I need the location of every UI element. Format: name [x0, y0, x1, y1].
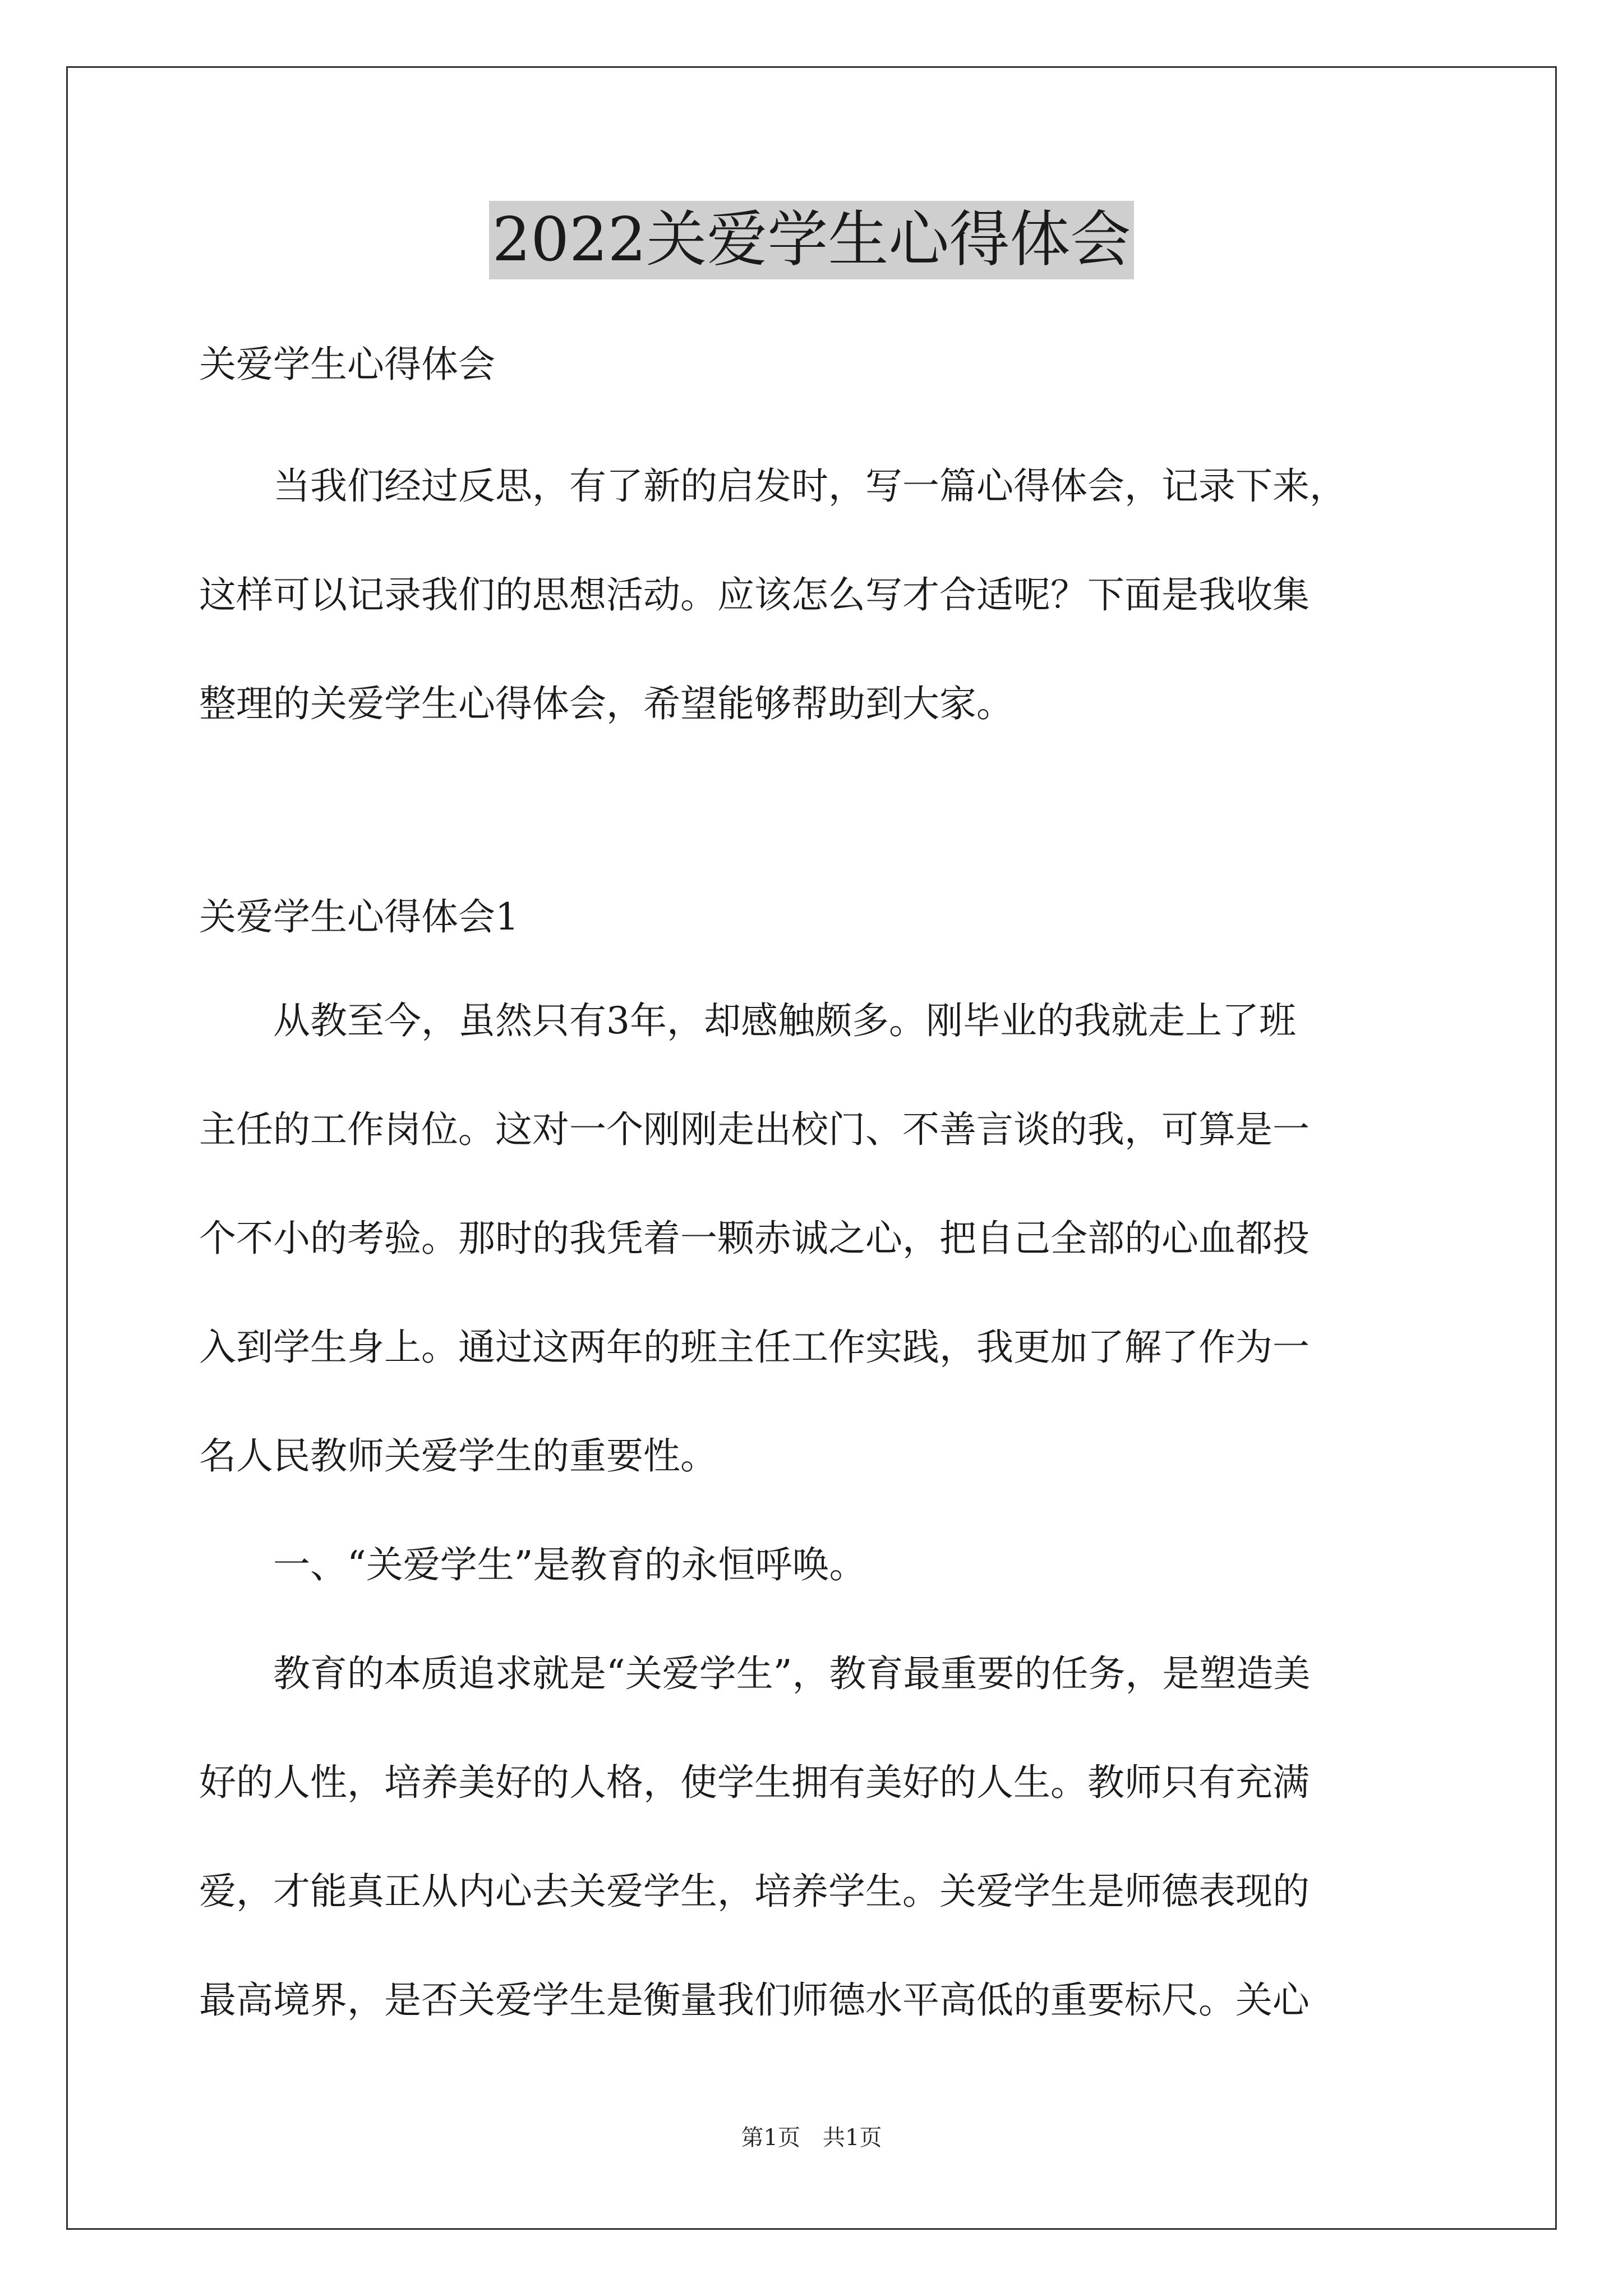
section-heading: 关爱学生心得体会1 — [199, 895, 519, 938]
paragraph-line: 最高境界，是否关爱学生是衡量我们师德水平高低的重要标尺。关心 — [199, 1978, 1310, 2022]
paragraph-line: 主任的工作岗位。这对一个刚刚走出校门、不善言谈的我，可算是一 — [199, 1108, 1310, 1151]
document-title: 2022关爱学生心得体会 — [489, 201, 1135, 279]
paragraph-line: 这样可以记录我们的思想活动。应该怎么写才合适呢？下面是我收集 — [199, 573, 1310, 616]
page-footer: 第1页 共1页 — [741, 2125, 882, 2151]
paragraph-line: 好的人性，培养美好的人格，使学生拥有美好的人生。教师只有充满 — [199, 1761, 1310, 1804]
paragraph-line: 入到学生身上。通过这两年的班主任工作实践，我更加了解了作为一 — [199, 1326, 1310, 1369]
paragraph-line: 从教至今，虽然只有3年，却感触颇多。刚毕业的我就走上了班 — [199, 999, 1296, 1042]
paragraph-line: 当我们经过反思，有了新的启发时，写一篇心得体会，记录下来， — [199, 464, 1347, 508]
paragraph-line: 个不小的考验。那时的我凭着一颗赤诚之心，把自己全部的心血都投 — [199, 1217, 1310, 1260]
paragraph-line: 整理的关爱学生心得体会，希望能够帮助到大家。 — [199, 682, 1013, 725]
subtitle-line: 关爱学生心得体会 — [199, 343, 495, 386]
paragraph-line: 爱，才能真正从内心去关爱学生，培养学生。关爱学生是师德表现的 — [199, 1870, 1310, 1913]
paragraph-line: 教育的本质追求就是“关爱学生”，教育最重要的任务，是塑造美 — [199, 1652, 1311, 1695]
paragraph-line: 名人民教师关爱学生的重要性。 — [199, 1434, 717, 1478]
subheading-line: 一、“关爱学生”是教育的永恒呼唤。 — [199, 1543, 866, 1586]
title-container — [0, 201, 1623, 279]
